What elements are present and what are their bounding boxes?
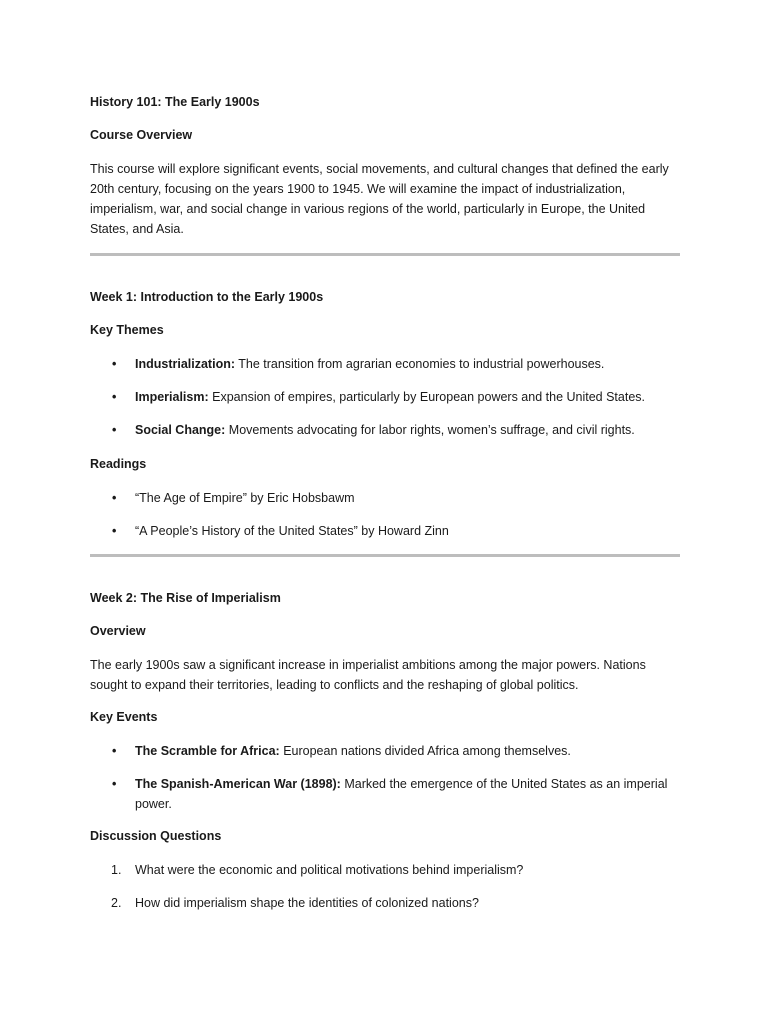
list-item [90,774,680,814]
discussion-questions-heading: Discussion Questions [90,829,222,843]
event-text: European nations divided Africa among themselves. [283,744,571,758]
list-number: 1. [111,863,122,877]
theme-text: Expansion of empires, particularly by European powers and the United States. [212,390,646,404]
list-item [90,354,680,374]
question-text: How did imperialism shape the identities of colonized nations? [135,896,479,910]
bullet-marker: • [112,491,117,505]
readings-heading: Readings [90,457,147,471]
event-text: Marked the emergence of the United States as an imperial power. [135,777,668,811]
discussion-questions-list [90,860,680,913]
week1-heading: Week 1: Introduction to the Early 1900s [90,290,324,304]
event-label: The Scramble for Africa: [135,744,280,758]
bullet-marker: • [112,744,117,758]
theme-label: Social Change: [135,423,226,437]
bullet-marker: • [112,777,117,791]
theme-label: Industrialization: [135,357,235,371]
overview-text: The early 1900s saw a significant increase in imperialist ambitions among the major powers. Nations sought to expand their territories, leading to conflicts and the reshaping of global politics. [90,658,646,692]
key-events-list [90,741,680,814]
bullet-marker: • [112,390,117,404]
list-item [90,521,680,541]
list-item [90,893,680,913]
course-overview-text: This course will explore significant events, social movements, and cultural changes that defined the early 20th century, focusing on the years 1900 to 1945. We will examine the impact of industrialization, imperialism, war, and social change in various regions of the world, particularly in Europe, the United States, and Asia. [90,162,669,236]
key-themes-heading: Key Themes [90,323,164,337]
readings-list [90,488,680,541]
document-title: History 101: The Early 1900s [90,95,260,109]
list-item [90,488,680,508]
document-page [90,93,680,913]
bullet-marker: • [112,423,117,437]
list-item [90,741,680,761]
list-number: 2. [111,896,122,910]
course-overview-heading: Course Overview [90,128,193,142]
key-themes-list [90,354,680,440]
week2-heading: Week 2: The Rise of Imperialism [90,591,281,605]
list-item [90,420,680,440]
overview-heading: Overview [90,624,146,638]
theme-text: Movements advocating for labor rights, women’s suffrage, and civil rights. [228,423,635,437]
key-events-heading: Key Events [90,710,158,724]
question-text: What were the economic and political motivations behind imperialism? [135,863,524,877]
reading-title: “A People’s History of the United States” by Howard Zinn [135,524,449,538]
bullet-marker: • [112,357,117,371]
event-label: The Spanish-American War (1898): [135,777,341,791]
list-item [90,387,680,407]
theme-label: Imperialism: [135,390,209,404]
reading-title: “The Age of Empire” by Eric Hobsbawm [135,491,355,505]
list-item [90,860,680,880]
bullet-marker: • [112,524,117,538]
theme-text: The transition from agrarian economies to industrial powerhouses. [238,357,605,371]
